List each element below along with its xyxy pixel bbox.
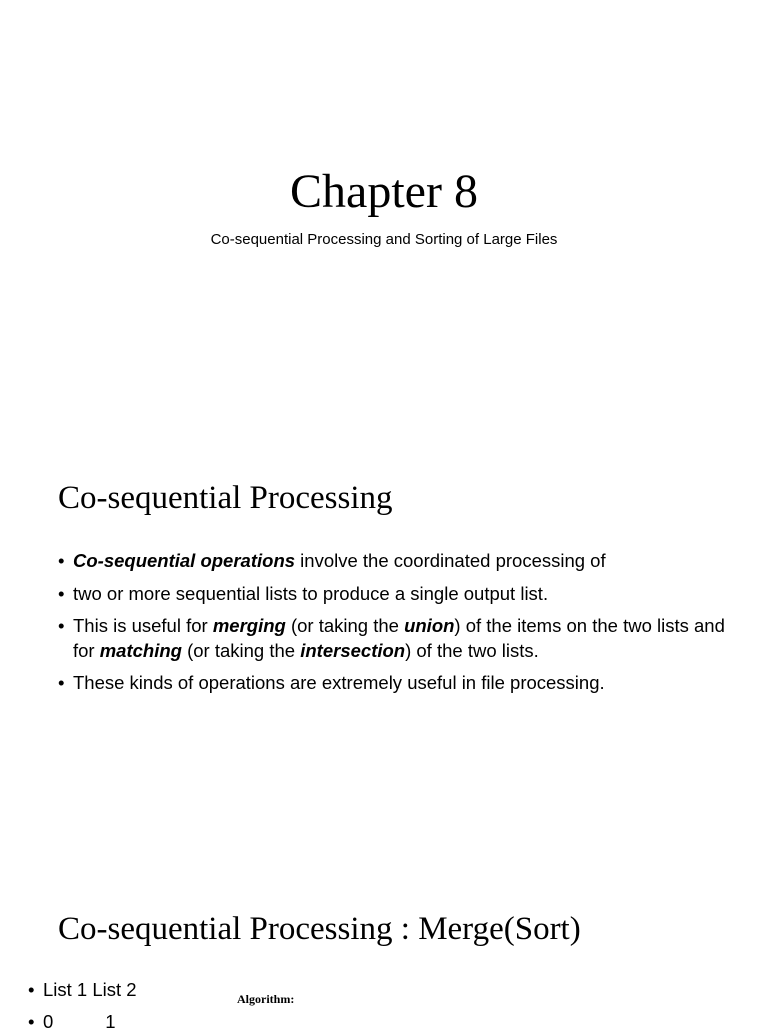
bullet-item (58, 671, 738, 696)
bullet-item (58, 549, 738, 574)
list-header-text: List 1 List 2 (43, 979, 137, 1000)
list-row (28, 1010, 116, 1034)
cosequential-slide (0, 440, 768, 880)
chapter-title: Chapter 8 (290, 165, 478, 218)
list-header (28, 978, 137, 1002)
title-slide (0, 0, 768, 440)
algorithm-label: Algorithm: (237, 992, 295, 1006)
emphasis-merging: merging (212, 615, 286, 636)
chapter-subtitle: Co-sequential Processing and Sorting of Large Files (210, 231, 558, 248)
bullet-marker: • (58, 615, 65, 636)
bullet-marker: • (58, 672, 65, 693)
bullet-text: ) of the items on the two lists and for (73, 615, 725, 661)
bullet-item (58, 614, 738, 663)
bullet-text: ) of the two lists. (405, 639, 539, 661)
slide-heading: Co-sequential Processing (58, 480, 393, 516)
slide-heading: Co-sequential Processing : Merge(Sort) (58, 911, 581, 947)
emphasis-intersection: intersection (300, 639, 406, 661)
bullet-list (58, 549, 738, 704)
bullet-text: two or more sequential lists to produce a single output list. (73, 582, 549, 604)
merge-slide (0, 880, 768, 1032)
bullet-text: This is useful for (73, 615, 213, 636)
emphasis-text: Co-sequential operations (73, 550, 296, 571)
list-value-1: 0 (43, 1011, 54, 1032)
bullet-item (58, 582, 738, 607)
bullet-text: (or taking the (285, 615, 405, 636)
emphasis-union: union (404, 615, 455, 636)
bullet-text: involve the coordinated processing of (295, 550, 606, 571)
bullet-text: (or taking the (181, 639, 301, 661)
bullet-marker: • (28, 979, 35, 1000)
emphasis-matching: matching (99, 639, 182, 661)
bullet-text: These kinds of operations are extremely useful in file processing. (73, 672, 605, 693)
bullet-marker: • (58, 582, 65, 604)
list-value-2: 1 (105, 1011, 116, 1032)
bullet-marker: • (28, 1011, 35, 1032)
bullet-marker: • (58, 550, 65, 571)
